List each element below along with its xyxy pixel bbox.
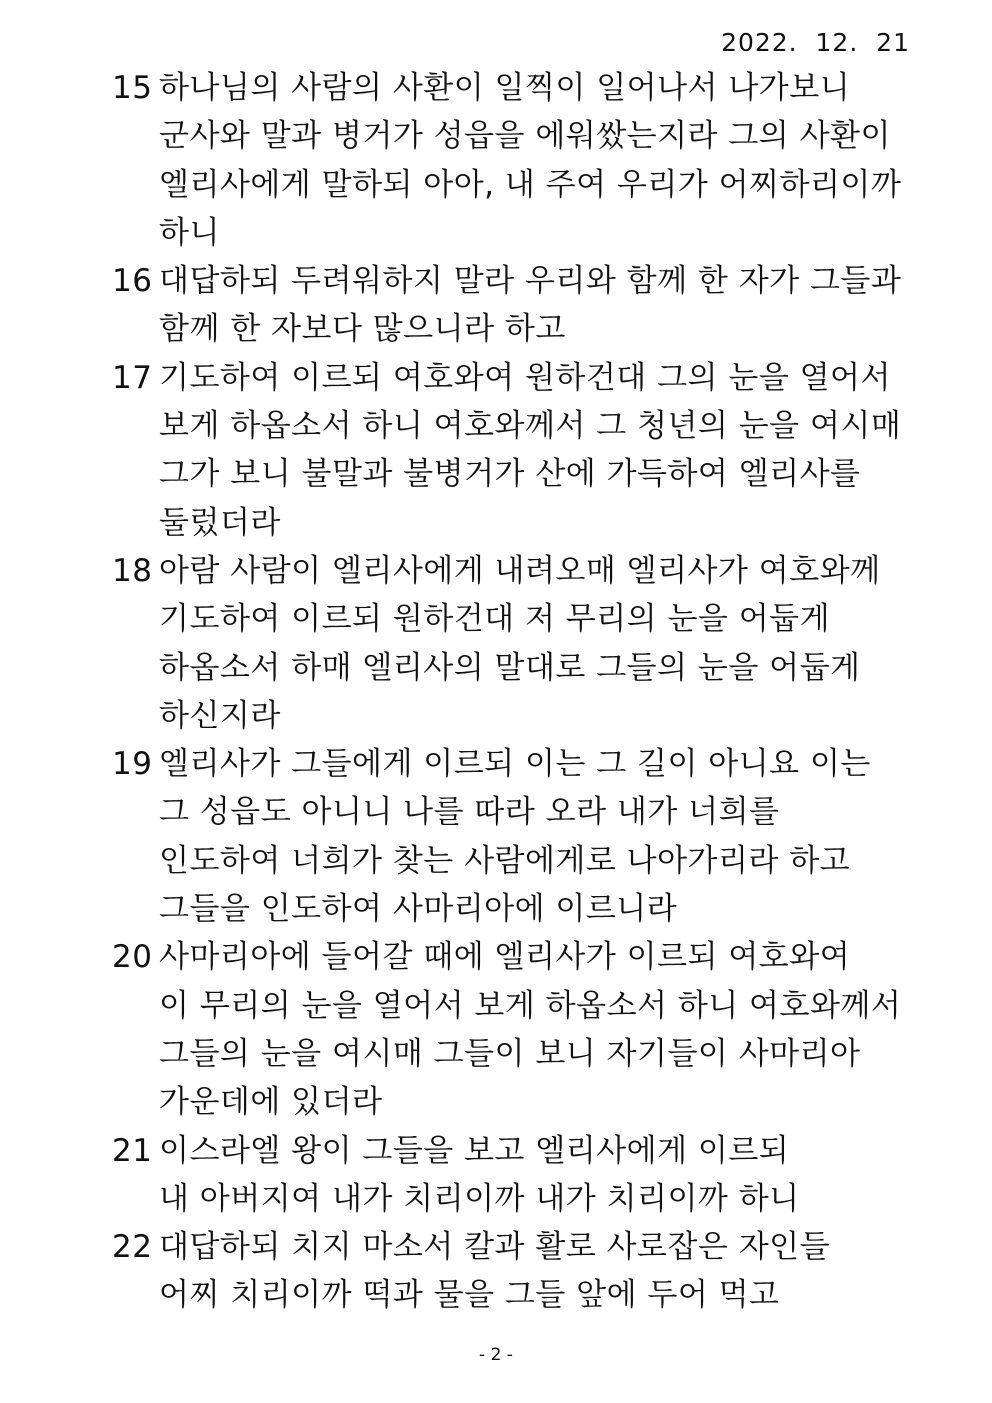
verse-line xyxy=(112,740,932,788)
verse-line: 하니 xyxy=(159,214,220,251)
verse-text: 대답하되 두려워하지 말라 우리와 함께 한 자가 그들과 xyxy=(159,263,902,300)
verse-line xyxy=(112,1223,932,1271)
verse-list xyxy=(112,64,932,1320)
verse-text: 대답하되 치지 마소서 칼과 활로 사로잡은 자인들 xyxy=(159,1229,831,1266)
page-number: - 2 - xyxy=(479,1345,513,1365)
verse-number: 15 xyxy=(112,70,153,106)
verse-line xyxy=(112,933,932,981)
verse-number: 22 xyxy=(112,1229,153,1266)
verse-line xyxy=(112,1127,932,1175)
verse-line: 이 무리의 눈을 열어서 보게 하옵소서 하니 여호와께서 xyxy=(159,987,902,1024)
verse-line: 인도하여 너희가 찾는 사람에게로 나아가리라 하고 xyxy=(159,842,851,879)
verse-18 xyxy=(112,547,932,740)
verse-line: 엘리사에게 말하되 아아, 내 주여 우리가 어찌하리이까 xyxy=(159,166,902,203)
verse-16 xyxy=(112,257,932,354)
verse-number: 18 xyxy=(112,552,153,589)
verse-text: 하나님의 사람의 사환이 일찍이 일어나서 나가보니 xyxy=(159,70,851,106)
verse-15 xyxy=(112,64,932,257)
verse-line: 그들을 인도하여 사마리아에 이르니라 xyxy=(159,891,678,928)
date-header: 2022. 12. 21 xyxy=(721,28,910,57)
verse-number: 16 xyxy=(112,263,153,300)
verse-line xyxy=(112,354,932,402)
verse-number: 19 xyxy=(112,746,153,783)
verse-line: 하신지라 xyxy=(159,697,281,734)
verse-line: 둘렀더라 xyxy=(159,504,281,541)
verse-line: 가운데에 있더라 xyxy=(159,1084,383,1121)
verse-22 xyxy=(112,1223,932,1320)
verse-line: 보게 하옵소서 하니 여호와께서 그 청년의 눈을 여시매 xyxy=(159,408,902,445)
verse-line xyxy=(112,64,932,112)
verse-text: 사마리아에 들어갈 때에 엘리사가 이르되 여호와여 xyxy=(159,939,851,976)
verse-21 xyxy=(112,1127,932,1224)
verse-line xyxy=(112,257,932,305)
verse-text: 엘리사가 그들에게 이르되 이는 그 길이 아니요 이는 xyxy=(159,746,871,783)
verse-text: 아람 사람이 엘리사에게 내려오매 엘리사가 여호와께 xyxy=(159,552,881,589)
verse-number: 21 xyxy=(112,1132,153,1169)
verse-number: 20 xyxy=(112,939,153,976)
verse-line: 기도하여 이르되 원하건대 저 무리의 눈을 어둡게 xyxy=(159,601,831,638)
verse-text: 이스라엘 왕이 그들을 보고 엘리사에게 이르되 xyxy=(159,1132,790,1169)
verse-17 xyxy=(112,354,932,547)
verse-line: 그들의 눈을 여시매 그들이 보니 자기들이 사마리아 xyxy=(159,1035,861,1072)
verse-line: 그 성읍도 아니니 나를 따라 오라 내가 너희를 xyxy=(159,794,780,831)
verse-line: 어찌 치리이까 떡과 물을 그들 앞에 두어 먹고 xyxy=(159,1277,780,1314)
verse-19 xyxy=(112,740,932,933)
verse-text: 기도하여 이르되 여호와여 원하건대 그의 눈을 열어서 xyxy=(159,359,891,396)
verse-number: 17 xyxy=(112,359,153,396)
verse-line: 함께 한 자보다 많으니라 하고 xyxy=(159,311,566,348)
verse-line: 그가 보니 불말과 불병거가 산에 가득하여 엘리사를 xyxy=(159,456,861,493)
verse-20 xyxy=(112,933,932,1126)
verse-line xyxy=(112,547,932,595)
verse-line: 군사와 말과 병거가 성읍을 에워쌌는지라 그의 사환이 xyxy=(159,118,891,155)
verse-line: 내 아버지여 내가 치리이까 내가 치리이까 하니 xyxy=(159,1180,800,1217)
verse-line: 하옵소서 하매 엘리사의 말대로 그들의 눈을 어둡게 xyxy=(159,649,861,686)
